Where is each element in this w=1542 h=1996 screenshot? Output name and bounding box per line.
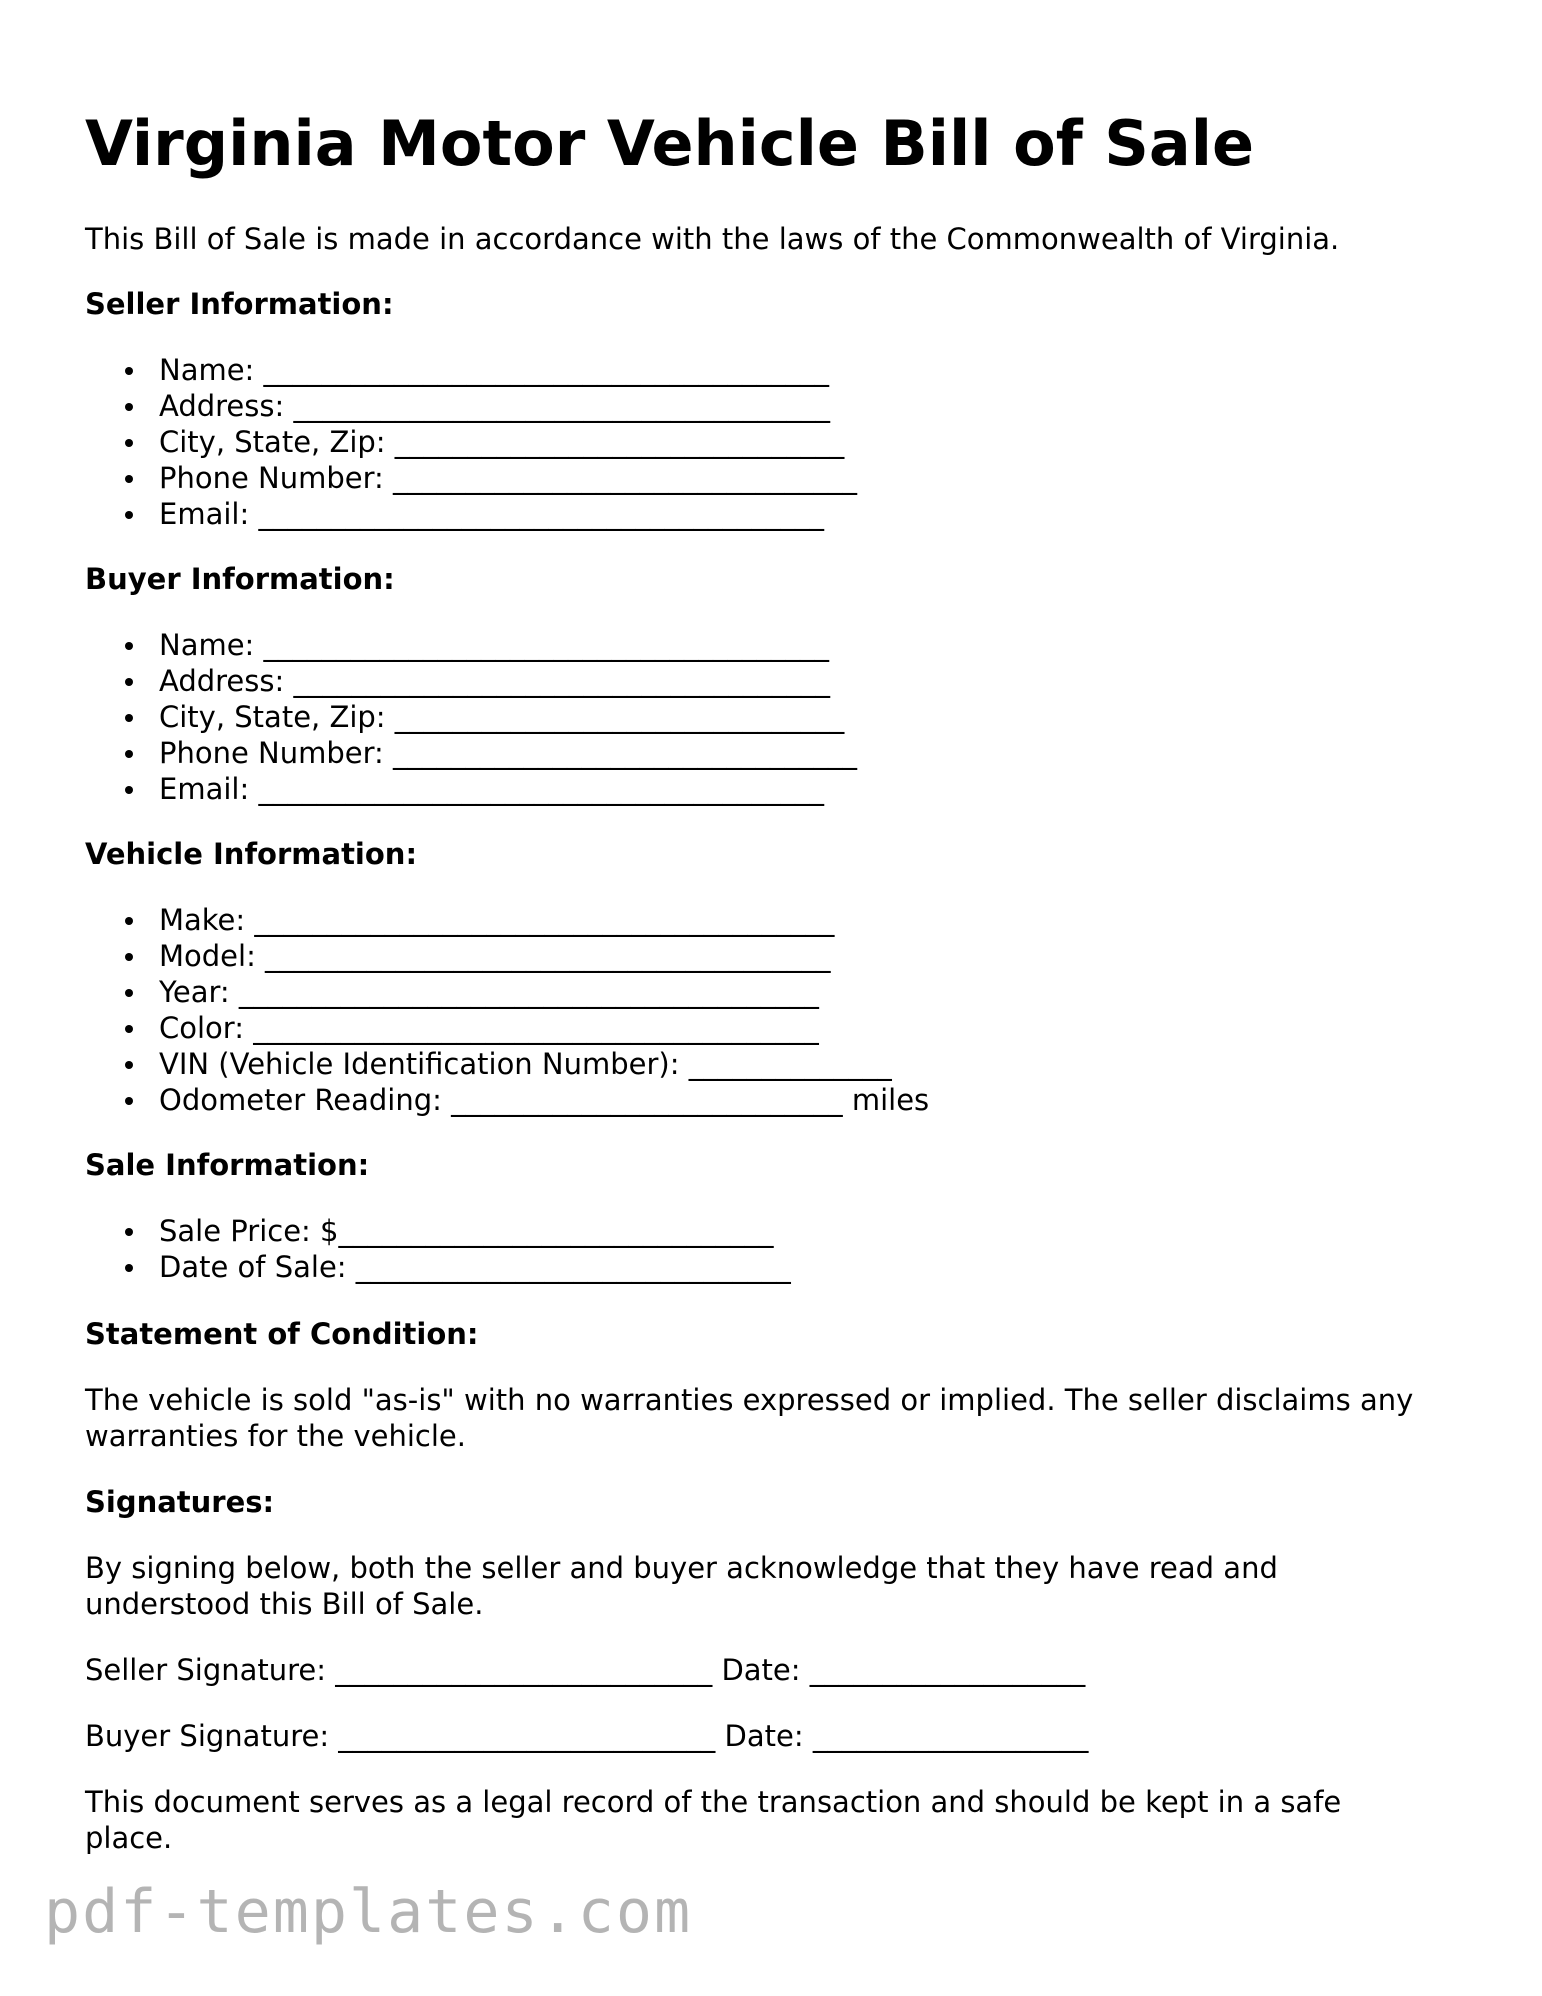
- seller-heading: Seller Information:: [85, 287, 394, 321]
- seller-signature-line: Seller Signature: __________________________ Date: ___________________: [85, 1653, 1086, 1687]
- buyer-heading: Buyer Information:: [85, 562, 395, 596]
- buyer-signature-line: Buyer Signature: __________________________ Date: ___________________: [85, 1719, 1089, 1753]
- buyer-phone-field: Phone Number: ________________________________: [125, 735, 857, 771]
- sale-heading: Sale Information:: [85, 1148, 370, 1182]
- buyer-address-field: Address: _____________________________________: [125, 663, 857, 699]
- vehicle-model-field: Model: _______________________________________: [125, 938, 929, 974]
- signatures-text: By signing below, both the seller and buyer acknowledge that they have read and understood this Bill of Sale.: [85, 1551, 1278, 1621]
- seller-phone-field: Phone Number: ________________________________: [125, 460, 857, 496]
- vehicle-make-field: Make: ________________________________________: [125, 902, 929, 938]
- seller-email-field: Email: _______________________________________: [125, 496, 857, 532]
- buyer-email-field: Email: _______________________________________: [125, 771, 857, 807]
- buyer-city-field: City, State, Zip: _______________________________: [125, 699, 857, 735]
- watermark-text: pdf-templates.com: [44, 1877, 693, 1947]
- sale-price-field: Sale Price: $______________________________: [125, 1213, 791, 1249]
- seller-address-field: Address: _____________________________________: [125, 388, 857, 424]
- seller-fields: [125, 352, 857, 532]
- buyer-fields: [125, 627, 857, 807]
- vehicle-heading: Vehicle Information:: [85, 837, 418, 871]
- seller-city-field: City, State, Zip: _______________________________: [125, 424, 857, 460]
- seller-name-field: Name: _______________________________________: [125, 352, 857, 388]
- vehicle-vin-field: VIN (Vehicle Identification Number): ______________: [125, 1046, 929, 1082]
- document-title: Virginia Motor Vehicle Bill of Sale: [85, 107, 1255, 180]
- signatures-heading: Signatures:: [85, 1485, 275, 1519]
- buyer-name-field: Name: _______________________________________: [125, 627, 857, 663]
- condition-heading: Statement of Condition:: [85, 1317, 479, 1351]
- sale-date-field: Date of Sale: ______________________________: [125, 1249, 791, 1285]
- closing-text: This document serves as a legal record of the transaction and should be kept in a safe place.: [85, 1785, 1342, 1855]
- intro-text: This Bill of Sale is made in accordance with the laws of the Commonwealth of Virginia.: [85, 222, 1340, 256]
- sale-fields: [125, 1213, 791, 1285]
- vehicle-fields: [125, 902, 929, 1118]
- condition-text: The vehicle is sold "as-is" with no warranties expressed or implied. The seller disclaims any warranties for the vehicle.: [85, 1383, 1414, 1453]
- vehicle-year-field: Year: ________________________________________: [125, 974, 929, 1010]
- vehicle-color-field: Color: _______________________________________: [125, 1010, 929, 1046]
- vehicle-odometer-field: Odometer Reading: ___________________________ miles: [125, 1082, 929, 1118]
